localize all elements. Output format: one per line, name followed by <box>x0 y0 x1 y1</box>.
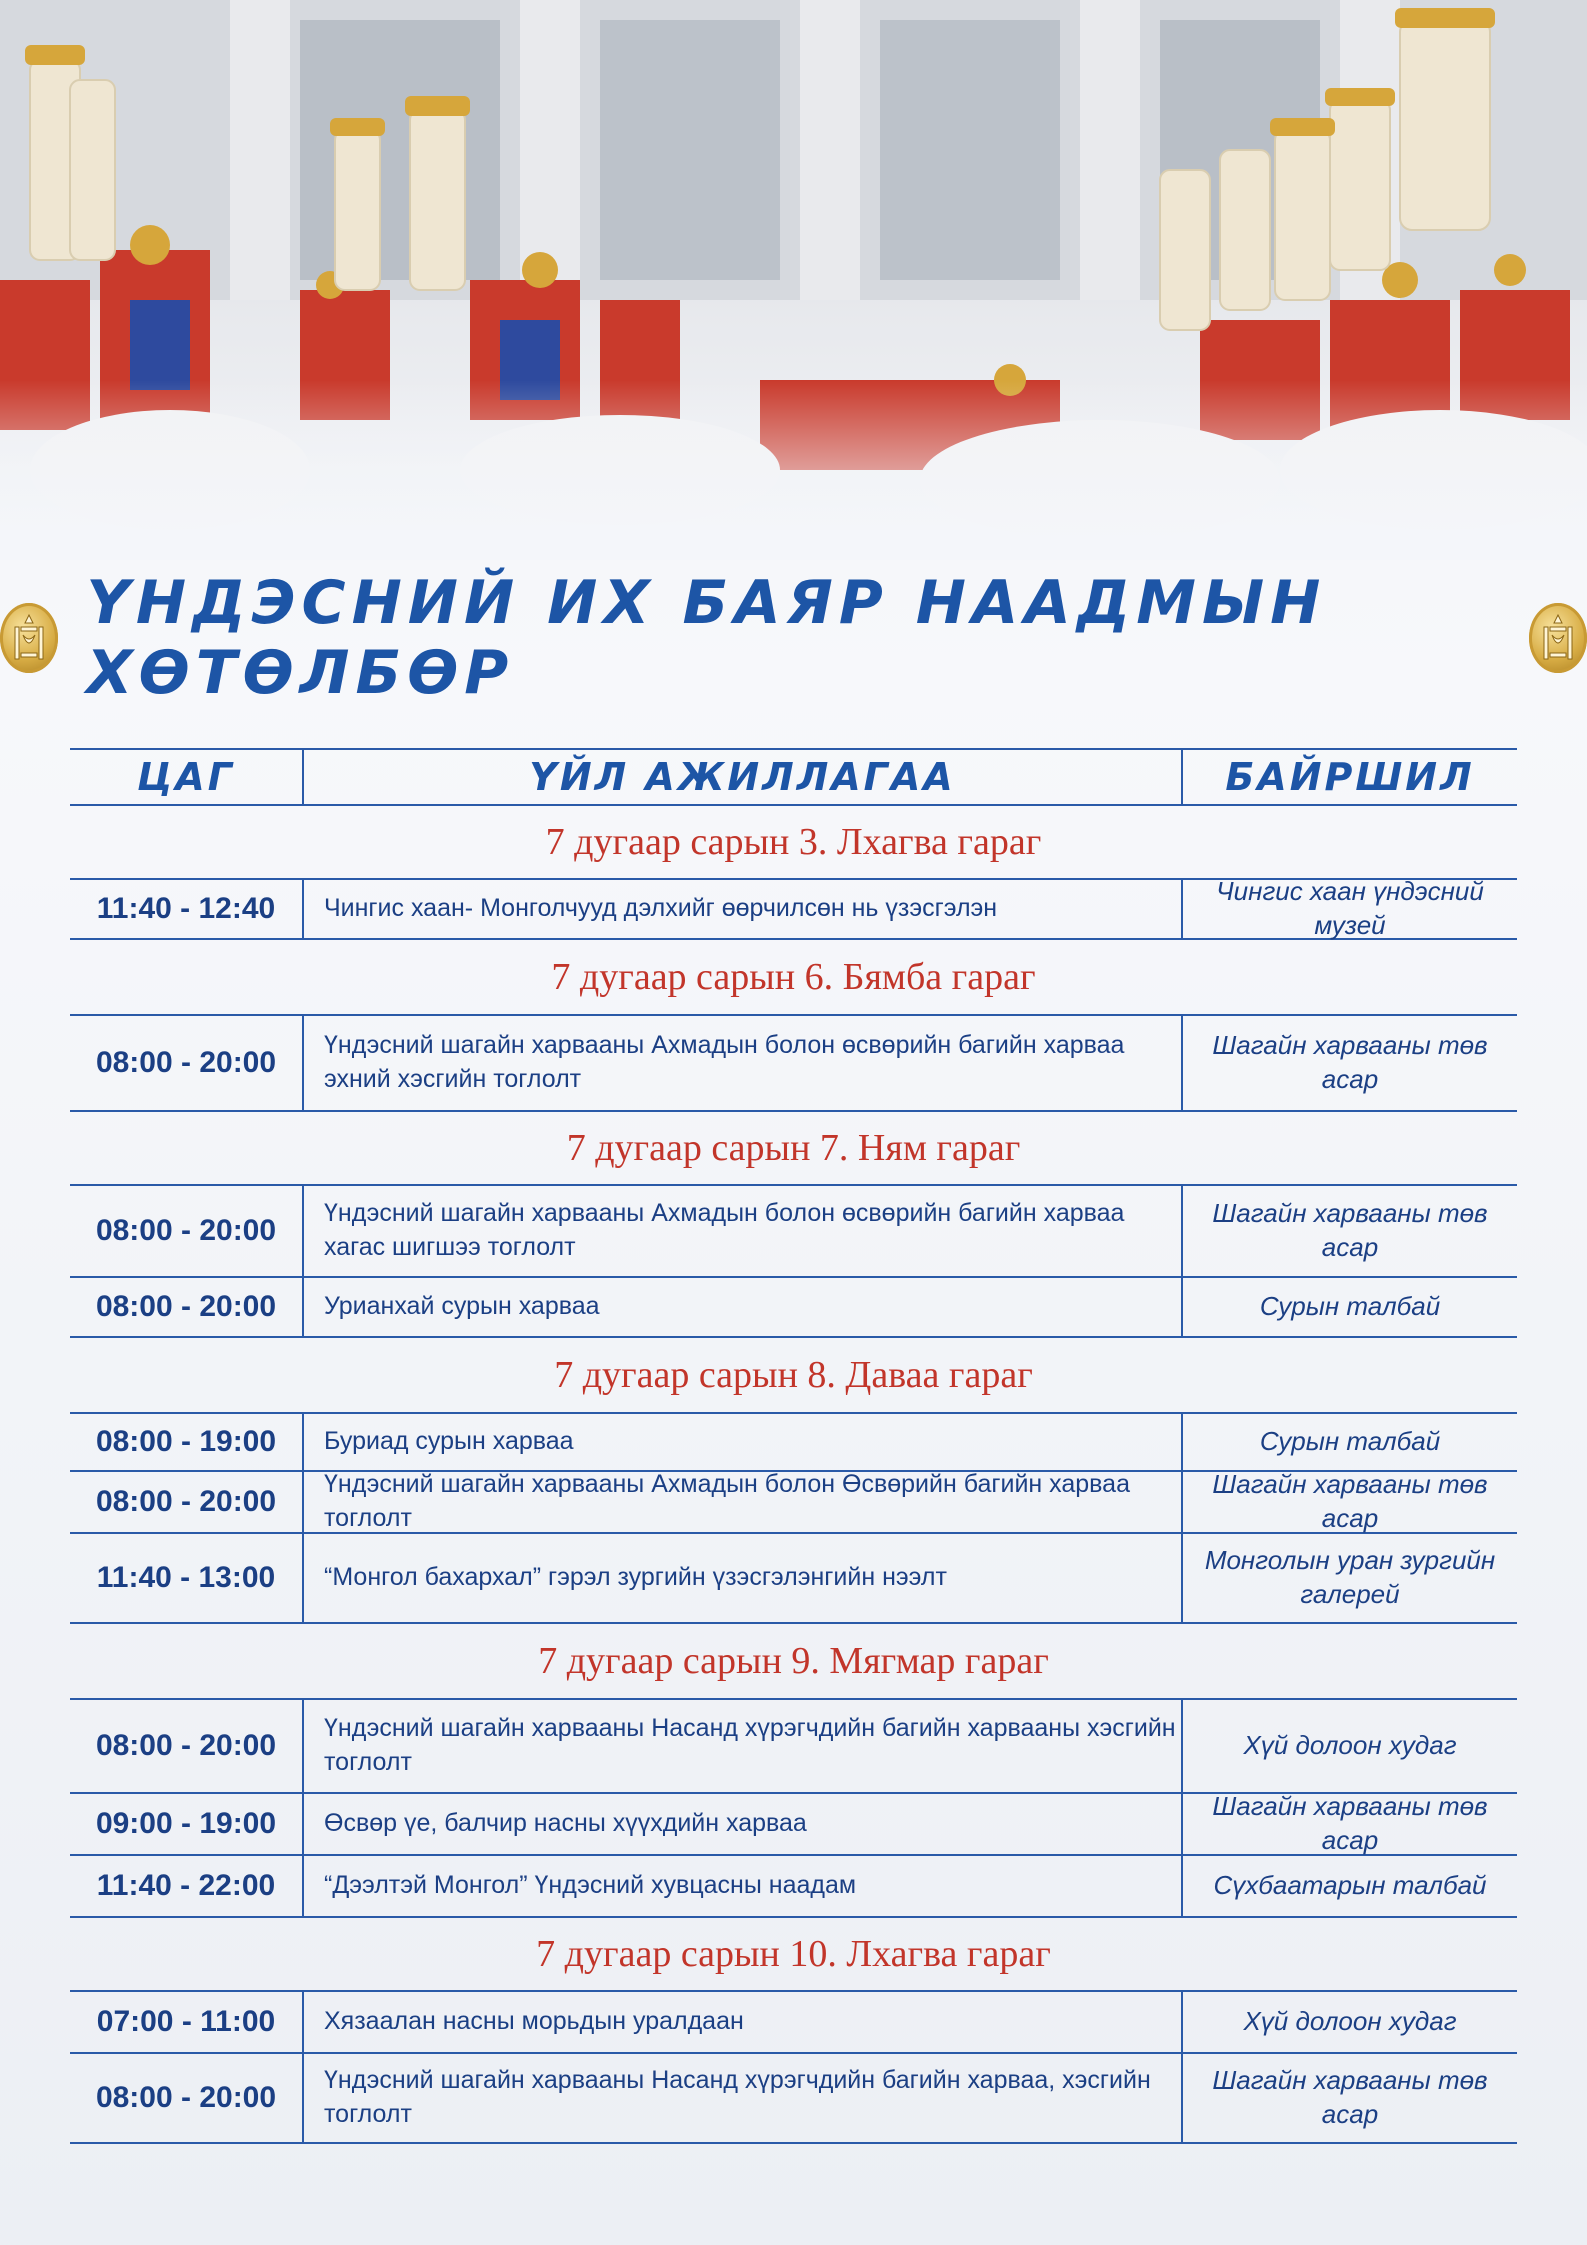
page-title: ҮНДЭСНИЙ ИХ БАЯР НААДМЫН ХӨТӨЛБӨР <box>86 568 1327 708</box>
day-heading: 7 дугаар сарын 9. Мягмар гараг <box>70 1624 1517 1700</box>
row-activity: Чингис хаан- Монголчууд дэлхийг өөрчилсөн нь үзэсгэлэн <box>302 880 1183 938</box>
row-location: Сурын талбай <box>1259 1291 1441 1322</box>
row-location: Хүй долоон худаг <box>1243 2006 1457 2037</box>
row-activity: Үндэсний шагайн харвааны Ахмадын болон өсвөрийн багийн харваа хагас шигшээ тоглолт <box>302 1186 1183 1276</box>
schedule-days <box>70 806 1517 2144</box>
day-heading: 7 дугаар сарын 7. Ням гараг <box>70 1112 1517 1186</box>
day-heading: 7 дугаар сарын 10. Лхагва гараг <box>70 1918 1517 1992</box>
row-activity: Буриад сурын харваа <box>302 1414 1183 1470</box>
title-row <box>0 568 1587 708</box>
row-location: Шагайн харвааны төв асар <box>1212 1791 1488 1855</box>
row-activity: Үндэсний шагайн харвааны Насанд хүрэгчдийн багийн харвааны хэсгийн тоглолт <box>302 1700 1183 1792</box>
table-row <box>70 2054 1517 2144</box>
table-row <box>70 1414 1517 1472</box>
row-activity: Үндэсний шагайн харвааны Насанд хүрэгчдийн багийн харваа, хэсгийн тоглолт <box>302 2054 1183 2142</box>
hero-banner <box>0 0 1587 560</box>
table-row <box>70 1791 1517 1856</box>
row-location: Сурын талбай <box>1259 1426 1441 1457</box>
row-activity: “Монгол бахархал” гэрэл зургийн үзэсгэлэнгийн нээлт <box>302 1534 1183 1622</box>
row-time: 08:00 - 20:00 <box>95 1046 277 1079</box>
day-heading: 7 дугаар сарын 8. Даваа гараг <box>70 1338 1517 1414</box>
table-row <box>70 876 1517 940</box>
row-time: 08:00 - 20:00 <box>95 1290 277 1323</box>
row-time: 08:00 - 20:00 <box>95 1729 277 1762</box>
row-location: Монголын уран зургийн галерей <box>1204 1545 1496 1609</box>
row-time: 11:40 - 13:00 <box>96 1561 276 1594</box>
row-location: Шагайн харвааны төв асар <box>1212 1469 1488 1533</box>
row-activity: “Дээлтэй Монгол” Үндэсний хувцасны наадам <box>302 1856 1183 1916</box>
header-activity: ҮЙЛ АЖИЛЛАГАА <box>529 755 956 799</box>
row-activity: Урианхай сурын харваа <box>302 1278 1183 1336</box>
table-row <box>70 1534 1517 1624</box>
schedule-table <box>70 748 1517 2144</box>
table-header <box>70 748 1517 806</box>
row-location: Сүхбаатарын талбай <box>1213 1870 1487 1901</box>
row-time: 08:00 - 19:00 <box>95 1425 277 1458</box>
row-location: Чингис хаан үндэсний музей <box>1216 876 1484 940</box>
table-row <box>70 1700 1517 1794</box>
row-location: Шагайн харвааны төв асар <box>1212 2065 1488 2129</box>
table-row <box>70 1469 1517 1534</box>
day-heading: 7 дугаар сарын 3. Лхагва гараг <box>70 806 1517 880</box>
hero-cloud-fade <box>0 380 1587 560</box>
row-time: 08:00 - 20:00 <box>95 1214 277 1247</box>
table-row <box>70 1016 1517 1112</box>
row-time: 11:40 - 22:00 <box>96 1869 276 1902</box>
row-time: 11:40 - 12:40 <box>96 892 276 925</box>
header-location: БАЙРШИЛ <box>1225 755 1475 799</box>
table-row <box>70 1278 1517 1338</box>
header-time: ЦАГ <box>137 755 235 799</box>
table-row <box>70 1186 1517 1278</box>
row-activity: Өсвөр үе, балчир насны хүүхдийн харваа <box>302 1794 1183 1854</box>
row-time: 09:00 - 19:00 <box>95 1807 277 1840</box>
row-activity: Хязаалан насны морьдын уралдаан <box>302 1992 1183 2052</box>
row-time: 08:00 - 20:00 <box>95 1485 277 1518</box>
day-heading: 7 дугаар сарын 6. Бямба гараг <box>70 940 1517 1016</box>
row-activity: Үндэсний шагайн харвааны Ахмадын болон Өсвөрийн багийн харваа тоглолт <box>302 1472 1183 1532</box>
row-time: 07:00 - 11:00 <box>96 2005 276 2038</box>
row-location: Хүй долоон худаг <box>1243 1730 1457 1761</box>
table-row <box>70 1992 1517 2054</box>
row-activity: Үндэсний шагайн харвааны Ахмадын болон өсвөрийн багийн харваа эхний хэсгийн тоглолт <box>302 1016 1183 1110</box>
row-location: Шагайн харвааны төв асар <box>1212 1198 1488 1262</box>
row-time: 08:00 - 20:00 <box>95 2081 277 2114</box>
row-location: Шагайн харвааны төв асар <box>1212 1030 1488 1094</box>
soyombo-emblem-icon <box>1529 603 1587 673</box>
table-row <box>70 1856 1517 1918</box>
soyombo-emblem-icon <box>0 603 58 673</box>
